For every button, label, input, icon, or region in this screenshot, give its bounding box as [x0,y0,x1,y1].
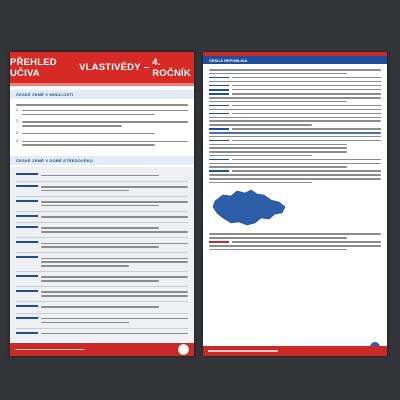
czech-republic-map-icon [209,187,289,231]
footer-bar [10,343,194,356]
footer-text-line [208,350,278,352]
list-item [16,255,188,268]
list-item [16,304,188,310]
title-grade: 4. ROČNÍK [152,56,191,79]
list-item [16,214,188,220]
info-row [209,77,381,79]
info-row [209,89,381,91]
info-row [209,105,381,107]
title-banner [10,52,194,86]
info-row [209,170,381,172]
list-item [16,225,188,234]
info-row [209,241,381,243]
info-row [209,140,381,142]
list-item: 2. [16,119,188,128]
left-sheet [10,52,194,356]
list-item [16,274,188,283]
list-item: 1. [16,108,188,117]
info-row [209,113,381,115]
section-body-minulost [10,99,194,152]
right-sheet [203,52,387,356]
info-row [209,159,381,161]
info-row [209,128,381,130]
info-row [209,93,381,95]
section-heading-minulost: ČESKÉ ZEMĚ V MINULOSTI [10,90,194,99]
section-body-stredovek [10,167,194,342]
text-line [16,104,188,106]
list-item [16,316,188,325]
list-item: 3. [16,131,188,137]
title-main: VLASTIVĚDY [79,62,141,73]
list-item: 4. [16,139,188,148]
footer-bar [203,346,387,356]
title-prefix: PŘEHLED UČIVA [10,56,57,79]
list-item [16,331,188,337]
list-item [16,184,188,193]
footer-text-line [15,349,85,351]
list-item [16,199,188,208]
list-item [16,172,188,178]
czech-republic-map [209,187,381,231]
section-heading-ceska-republika: ČESKÁ REPUBLIKA [203,52,387,64]
right-sheet-body [203,64,387,255]
circle-logo-icon [178,344,189,355]
list-item [16,240,188,249]
info-row [209,85,381,87]
title-sep: – [143,62,150,73]
section-heading-stredovek: ČESKÉ ZEMĚ V DOBĚ STŘEDOVĚKU [10,156,194,165]
list-item [16,289,188,298]
